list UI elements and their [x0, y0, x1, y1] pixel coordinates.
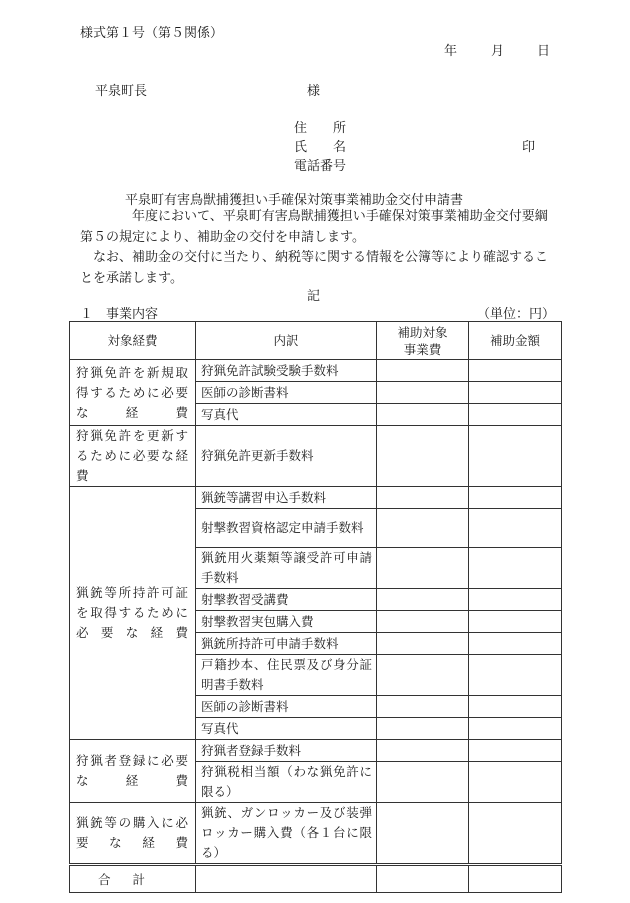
table-row — [70, 487, 562, 509]
item-cell: 射撃教習資格認定申請手数料 — [196, 509, 377, 548]
total-breakdown-cell — [196, 865, 377, 893]
subsidy-base-field[interactable] — [377, 740, 469, 762]
subsidy-amount-field[interactable] — [469, 633, 562, 655]
unit-label: （単位：円） — [477, 307, 556, 322]
subsidy-base-field[interactable] — [377, 404, 469, 426]
item-cell: 写真代 — [196, 404, 377, 426]
subsidy-amount-field[interactable] — [469, 548, 562, 589]
seal-mark: 印 — [522, 140, 536, 155]
header-subsidy-base — [377, 322, 469, 360]
category-cell: 狩猟者登録に必要な経費 — [70, 740, 196, 803]
application-paragraph: 年度において、平泉町有害鳥獣捕獲担い手確保対策事業補助金交付要綱第５の規定により、補助金の交付を申請します。 — [80, 209, 548, 245]
document-title: 平泉町有害鳥獣捕獲担い手確保対策事業補助金交付申請書 — [125, 193, 464, 208]
table-row — [70, 803, 562, 865]
table-row — [70, 740, 562, 762]
item-cell: 射撃教習受講費 — [196, 589, 377, 611]
item-cell: 猟銃、ガンロッカー及び装弾ロッカー購入費（各１台に限る） — [196, 803, 377, 865]
item-cell: 狩猟税相当額（わな猟免許に限る） — [196, 762, 377, 803]
date-day-label: 日 — [537, 44, 551, 59]
header-subsidy-line1: 補助対象 — [397, 324, 448, 340]
subsidy-base-field[interactable] — [377, 762, 469, 803]
subsidy-base-field[interactable] — [377, 589, 469, 611]
category-cell: 狩猟免許を更新するために必要な経費 — [70, 426, 196, 487]
header-breakdown: 内訳 — [196, 322, 377, 360]
addressee: 平泉町長 — [95, 84, 148, 99]
subsidy-amount-field[interactable] — [469, 404, 562, 426]
item-cell: 医師の診断書料 — [196, 382, 377, 404]
subsidy-amount-field[interactable] — [469, 509, 562, 548]
subsidy-base-field[interactable] — [377, 655, 469, 696]
subsidy-base-field[interactable] — [377, 426, 469, 487]
addressee-honorific: 様 — [307, 84, 321, 99]
form-number: 様式第１号（第５関係） — [80, 26, 224, 41]
subsidy-amount-field[interactable] — [469, 655, 562, 696]
item-cell: 猟銃用火薬類等譲受許可申請手数料 — [196, 548, 377, 589]
subsidy-amount-field[interactable] — [469, 696, 562, 718]
header-subsidy-line2: 事業費 — [403, 341, 442, 357]
date-month-label: 月 — [491, 44, 505, 59]
item-cell: 医師の診断書料 — [196, 696, 377, 718]
subsidy-amount-field[interactable] — [469, 487, 562, 509]
subsidy-amount-field[interactable] — [469, 803, 562, 865]
subsidy-base-field[interactable] — [377, 487, 469, 509]
subsidy-base-field[interactable] — [377, 696, 469, 718]
ki-heading: 記 — [307, 289, 321, 304]
header-target-expense: 対象経費 — [70, 322, 196, 360]
subsidy-base-field[interactable] — [377, 633, 469, 655]
section-label: １ 事業内容 — [80, 307, 159, 322]
item-cell: 猟銃等講習申込手数料 — [196, 487, 377, 509]
item-cell: 写真代 — [196, 718, 377, 740]
expense-table — [69, 321, 562, 893]
phone-label: 電話番号 — [294, 159, 347, 174]
item-cell: 戸籍抄本、住民票及び身分証明書手数料 — [196, 655, 377, 696]
category-cell: 猟銃等の購入に必要な経費 — [70, 803, 196, 865]
consent-paragraph: なお、補助金の交付に当たり、納税等に関する情報を公簿等により確認することを承諾します。 — [80, 250, 549, 286]
total-label: 合計 — [70, 865, 196, 893]
subsidy-amount-field[interactable] — [469, 718, 562, 740]
total-subsidy-base-field[interactable] — [377, 865, 469, 893]
subsidy-base-field[interactable] — [377, 382, 469, 404]
address-label: 住 所 — [294, 121, 347, 136]
subsidy-base-field[interactable] — [377, 509, 469, 548]
total-subsidy-amount-field[interactable] — [469, 865, 562, 893]
subsidy-base-field[interactable] — [377, 718, 469, 740]
table-row — [70, 360, 562, 382]
table-header-row — [70, 322, 562, 360]
subsidy-base-field[interactable] — [377, 611, 469, 633]
item-cell: 狩猟免許更新手数料 — [196, 426, 377, 487]
subsidy-amount-field[interactable] — [469, 740, 562, 762]
category-cell: 猟銃等所持許可証を取得するために必要な経費 — [70, 487, 196, 740]
subsidy-base-field[interactable] — [377, 360, 469, 382]
subsidy-base-field[interactable] — [377, 548, 469, 589]
subsidy-base-field[interactable] — [377, 803, 469, 865]
item-cell: 射撃教習実包購入費 — [196, 611, 377, 633]
table-row — [70, 426, 562, 487]
header-subsidy-amount: 補助金額 — [469, 322, 562, 360]
subsidy-amount-field[interactable] — [469, 589, 562, 611]
item-cell: 猟銃所持許可申請手数料 — [196, 633, 377, 655]
name-label: 氏 名 — [294, 140, 347, 155]
subsidy-amount-field[interactable] — [469, 762, 562, 803]
total-row — [70, 865, 562, 893]
item-cell: 狩猟免許試験受験手数料 — [196, 360, 377, 382]
subsidy-amount-field[interactable] — [469, 360, 562, 382]
subsidy-amount-field[interactable] — [469, 426, 562, 487]
item-cell: 狩猟者登録手数料 — [196, 740, 377, 762]
date-year-label: 年 — [444, 44, 458, 59]
subsidy-amount-field[interactable] — [469, 382, 562, 404]
subsidy-amount-field[interactable] — [469, 611, 562, 633]
category-cell: 狩猟免許を新規取得するために必要な経費 — [70, 360, 196, 426]
